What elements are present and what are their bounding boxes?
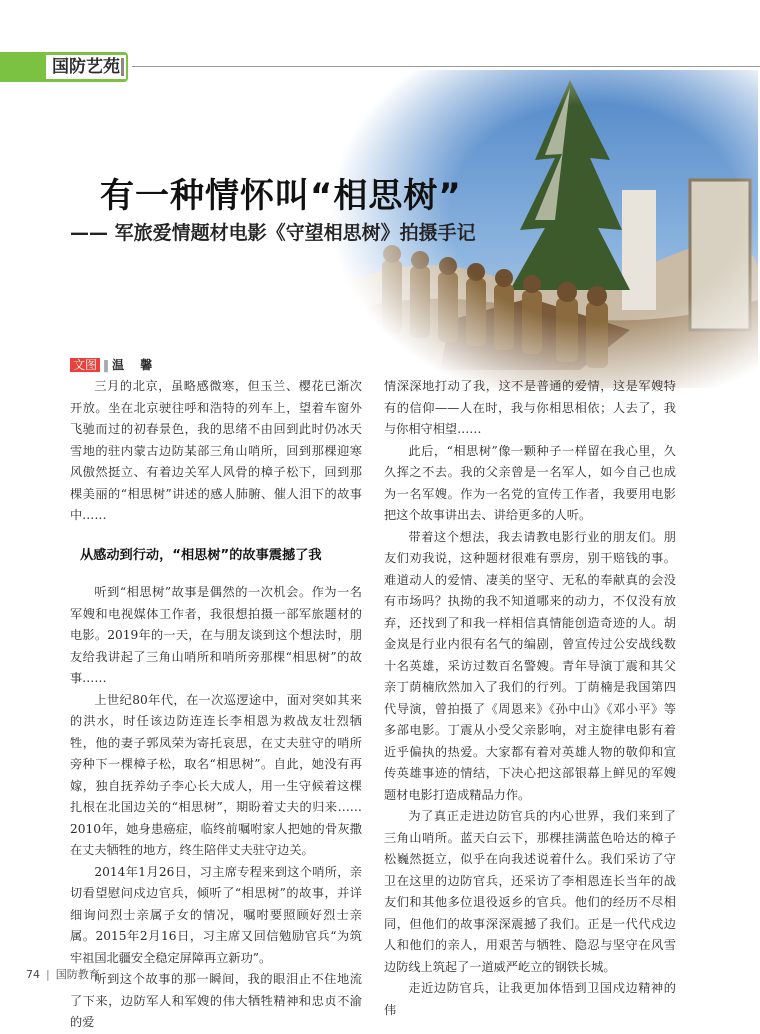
byline <box>70 356 158 373</box>
magazine-name: 国防教育 <box>55 968 100 981</box>
section-label: 国防艺苑 <box>46 55 126 79</box>
author-name: 温 馨 <box>112 358 159 372</box>
section-bar-divider <box>121 58 124 76</box>
paragraph: 2014年1月26日，习主席专程来到这个哨所，亲切看望慰问戍边官兵，倾听了“相思树”的故事，并详细询问烈士亲属子女的情况，嘱咐要照顾好烈士亲属。2015年2月16日，习主席又回信勉励官兵“为筑牢祖国北疆安全稳定屏障再立新功”。 <box>70 864 362 965</box>
header-rule <box>132 66 760 67</box>
right-column <box>384 376 676 1021</box>
byline-separator: ‖ <box>103 358 110 372</box>
paragraph: 带着这个想法，我去请教电影行业的朋友们。朋友们劝我说，这种题材很难有票房，别干赔钱的事。难道动人的爱情、凄美的坚守、无私的奉献真的会没有市场吗？执拗的我不知道哪来的动力，不仅没有放弃，还找到了和我一样相信真情能创造奇迹的人。胡金岚是行业内很有名气的编剧，曾宣传过公安战线数十名英雄，采访过数百名警嫂。青年导演丁震和其父亲丁荫楠欣然加入了我们的行列。丁荫楠是我国第四代导演，曾拍摄了《周恩来》《孙中山》《邓小平》等多部电影。丁震从小受父亲影响，对主旋律电影有着近乎偏执的热爱。大家都有着对英雄人物的敬仰和宣传英雄事迹的情结，下决心把这部银幕上鲜见的军嫂题材电影打造成精品力作。 <box>384 529 676 802</box>
paragraph-continued: 情深深地打动了我，这不是普通的爱情，这是军嫂特有的信仰——人在时，我与你相思相依；人去了，我与你相守相望…… <box>384 379 676 436</box>
byline-tag: 文图 <box>70 358 100 372</box>
paragraph: 三月的北京，虽略感微寒，但玉兰、樱花已渐次开放。坐在北京驶往呼和浩特的列车上，望着车窗外飞驰而过的初春景色，我的思绪不由回到此时仍冰天雪地的驻内蒙古边防某部三角山哨所，回到那棵迎寒风傲然挺立、有着边关军人风骨的樟子松下，回到那棵美丽的“相思树”讲述的感人肺腑、催人泪下的故事中…… <box>70 379 362 522</box>
left-column <box>70 376 362 1034</box>
page-footer <box>26 966 100 982</box>
paragraph: 走近边防官兵，让我更加体悟到卫国戍边精神的伟 <box>384 981 676 1017</box>
paragraph: 为了真正走进边防官兵的内心世界，我们来到了三角山哨所。蓝天白云下，那棵挂满蓝色哈达的樟子松巍然挺立，似乎在向我述说着什么。我们采访了守卫在这里的边防官兵，还采访了李相恩连长当年的战友们和其他多位退役返乡的官兵。他们的经历不尽相同，但他们的故事深深震撼了我们。正是一代代戍边人和他们的亲人，用艰苦与牺牲、隐忍与坚守在风雪边防线上筑起了一道威严屹立的钢铁长城。 <box>384 809 676 974</box>
paragraph: 此后，“相思树”像一颗种子一样留在我心里，久久挥之不去。我的父亲曾是一名军人，如今自己也成为一名军嫂。作为一名党的宣传工作者，我要用电影把这个故事讲出去、讲给更多的人听。 <box>384 443 676 522</box>
paragraph: 听到“相思树”故事是偶然的一次机会。作为一名军嫂和电视媒体工作者，我很想拍摄一部军旅题材的电影。2019年的一天，在与朋友谈到这个想法时，朋友给我讲起了三角山哨所和哨所旁那棵“相思树”的故事…… <box>70 585 362 685</box>
paragraph: 上世纪80年代，在一次巡逻途中，面对突如其来的洪水，时任该边防连连长李相恩为救战友壮烈牺牲，他的妻子郭凤荣为寄托哀思，在丈夫驻守的哨所旁种下一棵樟子松，取名“相思树”。自此，她没有再嫁，独自抚养幼子李心长大成人，用一生守候着这棵扎根在北国边关的“相思树”，期盼着丈夫的归来……2010年，她身患癌症，临终前嘱咐家人把她的骨灰撒在丈夫牺牲的地方，终生陪伴丈夫驻守边关。 <box>70 692 362 857</box>
article-title: 有一种情怀叫“相思树” <box>100 176 462 216</box>
footer-separator: | <box>46 968 50 981</box>
article-subtitle: —— 军旅爱情题材电影《守望相思树》拍摄手记 <box>70 222 476 244</box>
section-heading: 从感动到行动，“相思树”的故事震撼了我 <box>80 547 322 563</box>
paragraph: 听到这个故事的那一瞬间，我的眼泪止不住地流了下来，边防军人和军嫂的伟大牺牲精神和忠贞不渝的爱 <box>70 972 362 1029</box>
page-number: 74 <box>26 968 40 981</box>
